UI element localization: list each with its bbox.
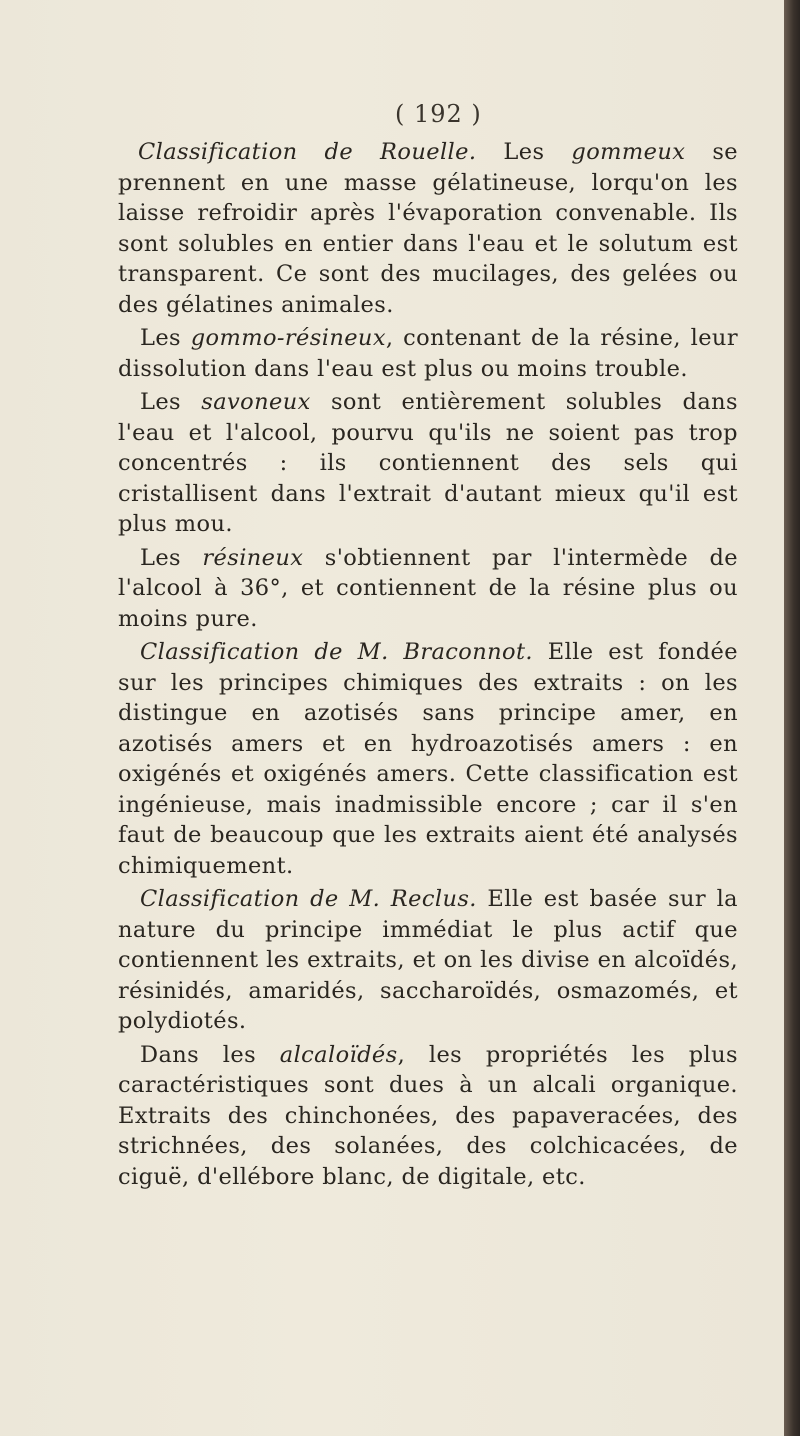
paragraph bbox=[118, 387, 738, 540]
text-run: Les bbox=[476, 139, 572, 165]
text-run: Elle est basée sur la nature du principe immédiat le plus actif que contiennent les extraits, et on les divise en alcoïdés, résinidés, amaridés, saccharoïdés, osmazomés, et polydiotés. bbox=[118, 886, 738, 1034]
italic-term: savoneux bbox=[201, 389, 311, 415]
body-text bbox=[118, 137, 738, 1195]
text-run: Les bbox=[140, 544, 203, 571]
section-heading: Classification de M. Reclus. bbox=[140, 886, 477, 912]
book-spine-edge bbox=[784, 0, 800, 1436]
italic-term: gommeux bbox=[571, 139, 686, 165]
italic-term: résineux bbox=[202, 544, 304, 571]
italic-term: alcaloïdés bbox=[279, 1041, 398, 1068]
paragraph bbox=[118, 1040, 738, 1193]
page-number: ( 192 ) bbox=[395, 100, 482, 128]
text-run: Dans les bbox=[140, 1041, 280, 1068]
text-run: s'obtiennent par l'intermède de l'alcool à 36°, et contiennent de la résine plus ou moins pure. bbox=[118, 544, 738, 632]
paragraph bbox=[118, 323, 738, 384]
section-heading: Classification de M. Braconnot. bbox=[140, 639, 533, 665]
text-run: Elle est fondée sur les principes chimiques des extraits : on les distingue en azotisés sans principe amer, en azotisés amers et en hydroazotisés amers : en oxigénés et oxigénés amers. Cette classification est ingénieuse, mais inadmissible encore ; car il s'en faut de beaucoup que les extraits aient été analysés chimiquement. bbox=[118, 639, 738, 879]
text-run: se prennent en une masse gélatineuse, lorqu'on les laisse refroidir après l'évaporation convenable. Ils sont solubles en entier dans l'eau et le solutum est transparent. Ce sont des mucilages, des gelées ou des gélatines animales. bbox=[118, 139, 739, 318]
text-run: sont entièrement solubles dans l'eau et l'alcool, pourvu qu'ils ne soient pas trop concentrés : ils contiennent des sels qui cristallisent dans l'extrait d'autant mieux qu'il est plus mou. bbox=[118, 389, 738, 537]
text-run: Les bbox=[140, 389, 202, 415]
text-run: , les propriétés les plus caractéristiques sont dues à un alcali organique. Extraits des chinchonées, des papaveracées, des strichnées, des solanées, des colchicacées, de ciguë, d'ellébore blanc, de digitale, etc. bbox=[118, 1041, 738, 1190]
text-run: , contenant de la résine, leur dissolution dans l'eau est plus ou moins trouble. bbox=[118, 325, 738, 382]
text-run: Les bbox=[140, 325, 191, 351]
italic-term: gommo-résineux bbox=[190, 325, 386, 351]
paragraph bbox=[118, 637, 738, 881]
paragraph bbox=[118, 884, 738, 1037]
section-heading: Classification de Rouelle. bbox=[138, 139, 477, 165]
paragraph bbox=[118, 543, 738, 635]
paragraph bbox=[118, 137, 738, 320]
